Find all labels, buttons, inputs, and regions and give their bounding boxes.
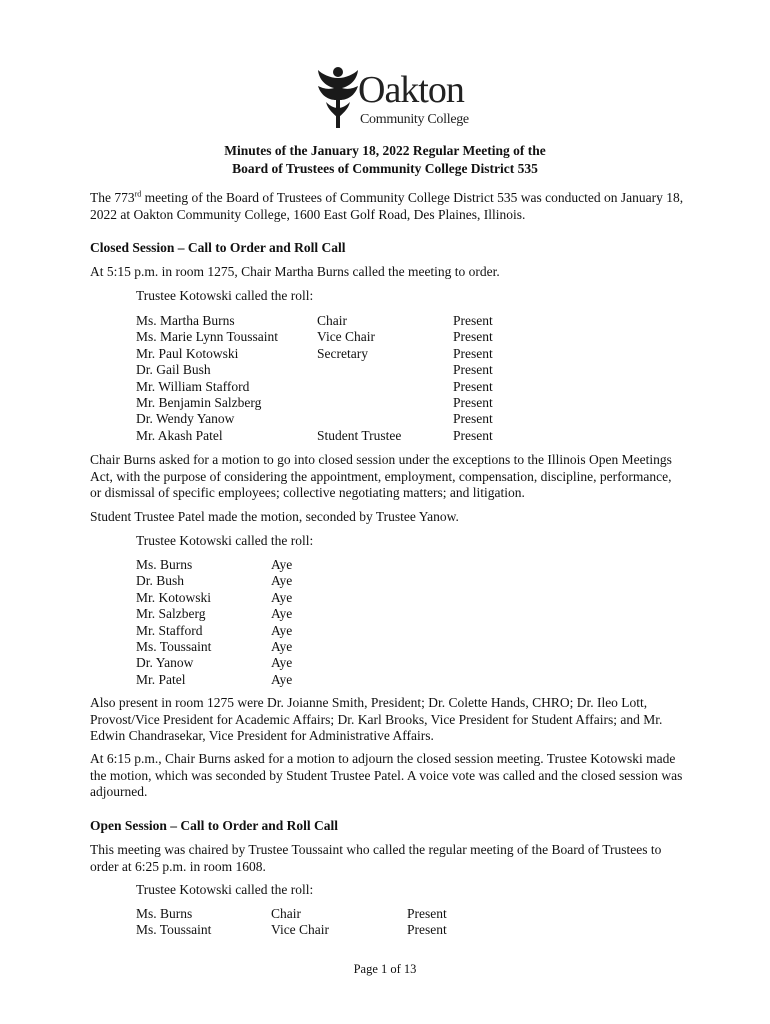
oak-leaf-icon: [316, 66, 360, 132]
open-session-heading: Open Session – Call to Order and Roll Call: [90, 818, 339, 833]
intro-text-start: The 773: [90, 190, 135, 205]
intro-superscript: rd: [134, 189, 142, 199]
closed-session-motion-second: Student Trustee Patel made the motion, seconded by Trustee Yanow.: [90, 509, 459, 524]
oakton-logo: [316, 66, 486, 132]
open-roll-intro: Trustee Kotowski called the roll:: [136, 882, 314, 897]
document-page: Oakton Community College Minutes of the January 18, 2022 Regular Meeting of the Board of Trustees of Community College District 535 The 773rd meeting of the Board of Trustees of Community College District 535 was conducted on January 18, 2022 at Oakton Community College, 1600 East Golf Road, Des Plaines, Illinois. Closed Session – Call to Order and Roll Call At 5:15 p.m. in room 1275, Chair Martha Burns called the meeting to order. Trustee Kotowski called the roll: Ms. Martha Burns Chair Present Ms. Marie Lynn Toussaint Vice Chair Present Mr. Paul Kotowski Secretary Present Dr. Gail Bush Present Mr. William Stafford Present Mr. Benjamin Salzberg Present Dr. Wendy Yanow Present Mr. Akash Patel Student Trustee Present Chair Burns asked for a motion to go into closed session under the exceptions to the Illinois Open Meetings Act, with the purpose of considering the appointment, employment, compensation, discipline, performance, or dismissal of specific employees; collective negotiating matters; and litigation. Student Trustee Patel made the motion, seconded by Trustee Yanow. Trustee Kotowski called the roll: Ms. Burns Aye Dr. Bush Aye Mr. Kotowski Aye Mr. Salzberg Aye Mr. Stafford Aye Ms. Toussaint Aye Dr. Yanow Aye Mr. Patel Aye Also present in room 1275 were Dr. Joianne Smith, President; Dr. Colette Hands, CHRO; Dr. Ileo Lott, Provost/Vice President for Academic Affairs; Dr. Karl Brooks, Vice President for Student Affairs; and Mr. Edwin Chandrasekar, Vice President for Administrative Affairs. At 6:15 p.m., Chair Burns asked for a motion to adjourn the closed session meeting. Trustee Kotowski made the motion, which was seconded by Student Trustee Patel. A voice vote was called and the closed session was adjourned. Open Session – Call to Order and Roll Call This meeting was chaired by Trustee Toussaint who called the regular meeting of the Board of Trustees to order at 6:25 p.m. in room 1608. Trustee Kotowski called the roll: Ms. Burns Chair Present Ms. Toussaint Vice Chair Present Page 1 of 13: [0, 0, 770, 1024]
closed-vote-intro: Trustee Kotowski called the roll:: [136, 533, 314, 548]
closed-session-heading: Closed Session – Call to Order and Roll Call: [90, 240, 346, 255]
closed-session-adjourn: At 6:15 p.m., Chair Burns asked for a motion to adjourn the closed session meeting. Trustee Kotowski made the motion, which was seconded by Student Trustee Patel. A voice vote was called and the closed session was adjourned.: [90, 751, 683, 799]
page-number: Page 1 of 13: [353, 962, 417, 976]
document-title-line-2: Board of Trustees of Community College District 535: [232, 161, 538, 176]
open-session-opening: This meeting was chaired by Trustee Toussaint who called the regular meeting of the Board of Trustees to order at 6:25 p.m. in room 1608.: [90, 842, 662, 874]
logo-subtitle: Community College: [360, 112, 469, 127]
closed-session-opening: At 5:15 p.m. in room 1275, Chair Martha Burns called the meeting to order.: [90, 264, 500, 279]
intro-text-end: meeting of the Board of Trustees of Community College District 535 was conducted on January 18, 2022 at Oakton Community College, 1600 East Golf Road, Des Plaines, Illinois.: [90, 190, 684, 222]
intro-paragraph: [90, 190, 686, 223]
closed-session-motion: Chair Burns asked for a motion to go into closed session under the exceptions to the Illinois Open Meetings Act, with the purpose of considering the appointment, employment, compensation, discipline, performance, or dismissal of specific employees; collective negotiating matters; and litigation.: [90, 452, 672, 500]
also-present-paragraph: Also present in room 1275 were Dr. Joianne Smith, President; Dr. Colette Hands, CHRO; Dr. Ileo Lott, Provost/Vice President for Academic Affairs; Dr. Karl Brooks, Vice President for Student Affairs; and Mr. Edwin Chandrasekar, Vice President for Administrative Affairs.: [90, 695, 663, 743]
logo-wordmark: Oakton: [358, 69, 464, 111]
closed-roll-intro: Trustee Kotowski called the roll:: [136, 288, 314, 303]
document-title-line-1: Minutes of the January 18, 2022 Regular Meeting of the: [224, 143, 546, 158]
